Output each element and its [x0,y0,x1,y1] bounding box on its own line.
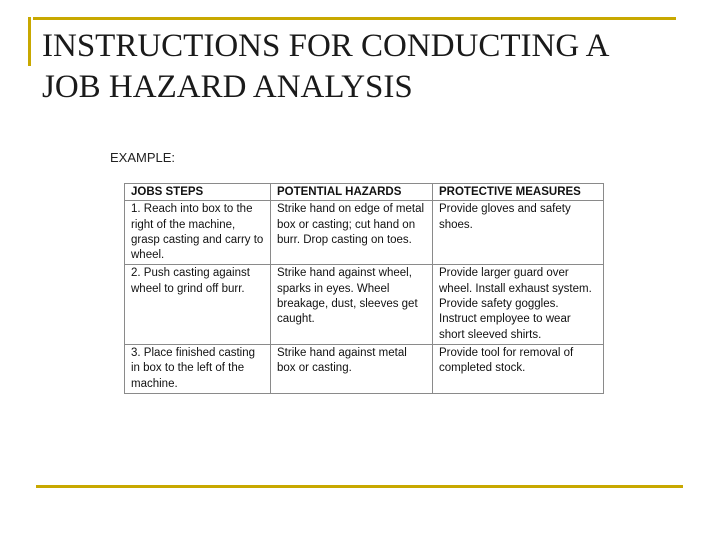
measure-cell: Provide larger guard over wheel. Install exhaust system. Provide safety goggles. Instruct employee to wear short sleeved shirts. [433,265,604,344]
job-step-cell: 2. Push casting against wheel to grind off burr. [125,265,271,344]
hazard-cell: Strike hand on edge of metal box or casting; cut hand on burr. Drop casting on toes. [271,201,433,265]
hazard-cell: Strike hand against metal box or casting. [271,344,433,393]
measure-cell: Provide tool for removal of completed stock. [433,344,604,393]
table-row [125,201,604,265]
header-protective-measures: PROTECTIVE MEASURES [433,184,604,201]
slide-title [42,26,702,108]
table-header-row [125,184,604,201]
table-row [125,344,604,393]
job-step-cell: 3. Place finished casting in box to the left of the machine. [125,344,271,393]
job-step-cell: 1. Reach into box to the right of the machine, grasp casting and carry to wheel. [125,201,271,265]
slide-title-line-2: JOB HAZARD ANALYSIS [42,69,413,105]
top-accent-rule [33,17,676,20]
measure-cell: Provide gloves and safety shoes. [433,201,604,265]
job-hazard-table [124,183,604,394]
hazard-cell: Strike hand against wheel, sparks in eyes. Wheel breakage, dust, sleeves get caught. [271,265,433,344]
header-jobs-steps: JOBS STEPS [125,184,271,201]
example-label: EXAMPLE: [110,150,176,165]
header-potential-hazards: POTENTIAL HAZARDS [271,184,433,201]
table-row [125,265,604,344]
bottom-accent-rule [36,485,683,488]
slide-title-line-1: INSTRUCTIONS FOR CONDUCTING A [42,28,610,64]
left-accent-rule [28,17,31,66]
